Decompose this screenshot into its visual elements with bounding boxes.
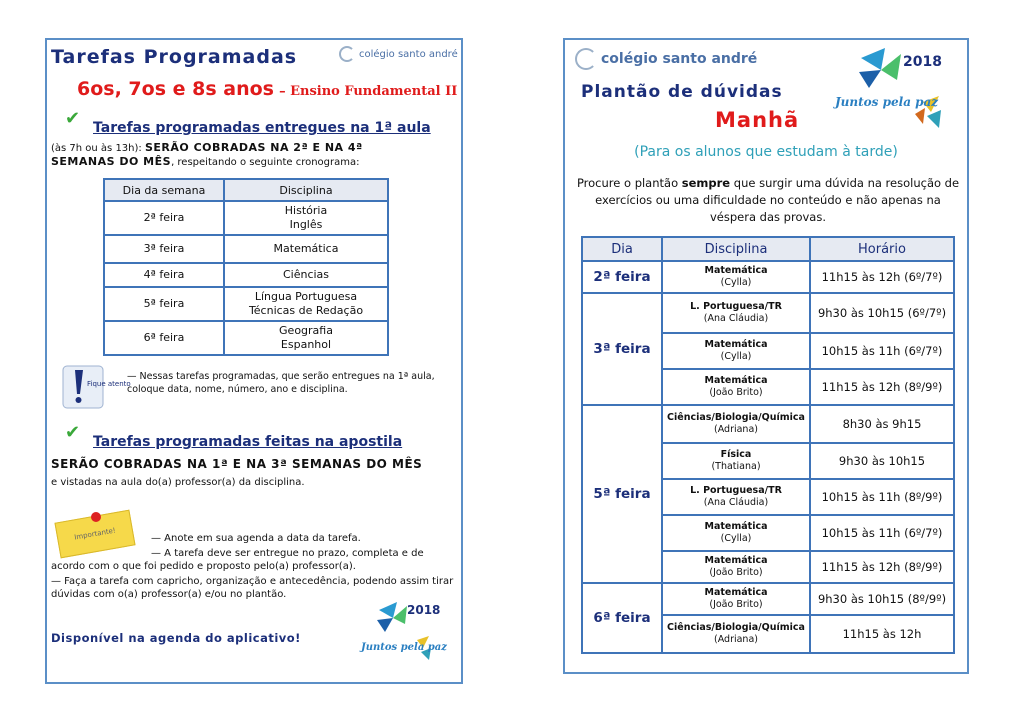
- sticky-text: Importante!: [73, 526, 117, 542]
- teacher-name: (João Brito): [709, 599, 763, 610]
- table-header: Dia: [582, 237, 662, 261]
- time-cell: 8h30 às 9h15: [810, 405, 954, 443]
- section1-heading: Tarefas programadas entregues na 1ª aula: [93, 120, 431, 136]
- table-header: Dia da semana: [104, 179, 224, 201]
- section1-text: [51, 141, 459, 169]
- attention-icon-text: Fique atento: [87, 380, 131, 388]
- weekly-schedule-table: [103, 178, 389, 356]
- subject-cell: [662, 293, 810, 333]
- school-logo-icon: [339, 46, 355, 62]
- table-row: [582, 583, 954, 615]
- time-cell: 10h15 às 11h (8º/9º): [810, 479, 954, 515]
- section1-caps2: SEMANAS DO MÊS: [51, 155, 172, 168]
- right-school-logo: [575, 48, 757, 70]
- bullet-1: — Anote em sua agenda a data da tarefa.: [151, 533, 361, 544]
- subject-name: Ciências/Biologia/Química: [667, 622, 805, 633]
- subject-cell: [662, 333, 810, 369]
- left-school-logo: [339, 46, 458, 62]
- time-cell: 11h15 às 12h: [810, 615, 954, 653]
- teacher-name: (Adriana): [714, 424, 758, 435]
- day-cell: 2ª feira: [104, 201, 224, 235]
- time-cell: 11h15 às 12h (6º/7º): [810, 261, 954, 293]
- subject-cell: [662, 615, 810, 653]
- day-cell: 4ª feira: [104, 263, 224, 287]
- day-cell: 6ª feira: [582, 583, 662, 653]
- subject-name: L. Portuguesa/TR: [690, 301, 782, 312]
- table-row: [104, 321, 388, 355]
- subject-name: L. Portuguesa/TR: [690, 485, 782, 496]
- subtitle-level: – Ensino Fundamental II: [279, 84, 458, 99]
- day-cell: 5ª feira: [104, 287, 224, 321]
- subject-line: Geografia: [279, 324, 333, 337]
- time-cell: 9h30 às 10h15: [810, 443, 954, 479]
- para-bold: sempre: [681, 176, 731, 190]
- footer-note: Disponível na agenda do aplicativo!: [51, 631, 301, 645]
- section1-caps1: SERÃO COBRADAS NA 2ª E NA 4ª: [144, 141, 363, 154]
- teacher-name: (João Brito): [709, 567, 763, 578]
- pin-icon: [91, 512, 101, 522]
- juntos-pela-paz-emblem: [357, 596, 447, 666]
- section1-time: (às 7h ou às 13h):: [51, 143, 142, 154]
- emblem-text: Juntos pela paz: [835, 95, 939, 109]
- table-header: Horário: [810, 237, 954, 261]
- check-icon: ✔: [65, 422, 81, 443]
- subject-cell: [662, 583, 810, 615]
- right-logo-text: colégio santo andré: [601, 51, 758, 67]
- table-row: [582, 405, 954, 443]
- subject-cell: [224, 287, 388, 321]
- school-logo-icon: [575, 48, 597, 70]
- emblem-text: Juntos pela paz: [361, 642, 447, 653]
- subject-cell: [662, 261, 810, 293]
- subject-cell: [662, 551, 810, 583]
- subject-cell: [662, 515, 810, 551]
- teacher-name: (Cylla): [720, 351, 752, 362]
- subject-cell: [224, 321, 388, 355]
- day-cell: 2ª feira: [582, 261, 662, 293]
- teacher-name: (Ana Cláudia): [703, 313, 769, 324]
- time-cell: 9h30 às 10h15 (6º/7º): [810, 293, 954, 333]
- left-subtitle: [77, 78, 457, 100]
- teacher-name: (João Brito): [709, 387, 763, 398]
- subject-name: Matemática: [704, 265, 768, 276]
- table-row: [582, 293, 954, 333]
- subject-line: Língua Portuguesa: [254, 290, 358, 303]
- table-header: Disciplina: [224, 179, 388, 201]
- subject-line: Inglês: [289, 218, 323, 231]
- table-row: [582, 261, 954, 293]
- left-logo-text: colégio santo andré: [359, 48, 458, 60]
- section2-heading: Tarefas programadas feitas na apostila: [93, 434, 403, 450]
- para-pre: Procure o plantão: [576, 176, 682, 190]
- bullet-2: — A tarefa deve ser entregue no prazo, completa e de acordo com o que foi pedido e proposto pelo(a) professor(a).: [51, 548, 424, 572]
- left-flyer-panel: [45, 38, 463, 684]
- day-cell: 5ª feira: [582, 405, 662, 583]
- subject-name: Matemática: [704, 375, 768, 386]
- subject-cell: [662, 369, 810, 405]
- right-subtitle: (Para os alunos que estudam à tarde): [634, 144, 898, 160]
- day-cell: 3ª feira: [104, 235, 224, 263]
- table-row: [104, 201, 388, 235]
- table-header: Disciplina: [662, 237, 810, 261]
- subject-name: Ciências/Biologia/Química: [667, 412, 805, 423]
- right-intro-paragraph: [573, 175, 963, 226]
- table-row: [104, 287, 388, 321]
- subject-name: Matemática: [704, 555, 768, 566]
- subject-name: Matemática: [704, 339, 768, 350]
- teacher-name: (Cylla): [720, 277, 752, 288]
- subject-line: Espanhol: [280, 338, 332, 351]
- time-cell: 11h15 às 12h (8º/9º): [810, 551, 954, 583]
- subject-name: Matemática: [704, 587, 768, 598]
- time-cell: 10h15 às 11h (6º/7º): [810, 515, 954, 551]
- bullet-3: — Faça a tarefa com capricho, organização e antecedência, podendo assim tirar dúvidas com o(a) professor(a) e/ou no plantão.: [51, 576, 454, 600]
- right-period-title: Manhã: [715, 108, 800, 132]
- section1-post: , respeitando o seguinte cronograma:: [171, 157, 360, 168]
- duty-schedule-table: [581, 236, 955, 654]
- note-text: — Nessas tarefas programadas, que serão entregues na 1ª aula, coloque data, nome, número, ano e disciplina.: [127, 371, 435, 395]
- section2-caps: SERÃO COBRADAS NA 1ª E NA 3ª SEMANAS DO MÊS: [51, 457, 423, 471]
- subject-cell: [662, 443, 810, 479]
- subject-cell: [224, 201, 388, 235]
- subject-line: Técnicas de Redação: [248, 304, 364, 317]
- subject-cell: [662, 405, 810, 443]
- time-cell: 10h15 às 11h (6º/7º): [810, 333, 954, 369]
- subject-cell: Ciências: [224, 263, 388, 287]
- day-cell: 3ª feira: [582, 293, 662, 405]
- subject-line: História: [284, 204, 328, 217]
- para-post: que surgir uma dúvida na resolução de exercícios ou uma dificuldade no conteúdo e não apenas na véspera das provas.: [595, 176, 960, 224]
- section2-text: e vistadas na aula do(a) professor(a) da disciplina.: [51, 477, 305, 488]
- subject-name: Matemática: [704, 521, 768, 532]
- subtitle-grades: 6os, 7os e 8s anos: [77, 78, 274, 100]
- emblem-year: 2018: [407, 603, 441, 617]
- subject-name: Física: [720, 449, 752, 460]
- left-title: Tarefas Programadas: [51, 46, 298, 68]
- subject-cell: [662, 479, 810, 515]
- teacher-name: (Thatiana): [711, 461, 761, 472]
- table-row: [104, 263, 388, 287]
- emblem-year: 2018: [903, 54, 942, 70]
- right-flyer-panel: [563, 38, 969, 674]
- right-title: Plantão de dúvidas: [581, 82, 783, 102]
- time-cell: 11h15 às 12h (8º/9º): [810, 369, 954, 405]
- check-icon: ✔: [65, 108, 81, 129]
- attention-icon: [61, 362, 131, 412]
- teacher-name: (Cylla): [720, 533, 752, 544]
- day-cell: 6ª feira: [104, 321, 224, 355]
- time-cell: 9h30 às 10h15 (8º/9º): [810, 583, 954, 615]
- teacher-name: (Adriana): [714, 634, 758, 645]
- table-row: [104, 235, 388, 263]
- teacher-name: (Ana Cláudia): [703, 497, 769, 508]
- juntos-pela-paz-emblem: [831, 44, 951, 134]
- subject-cell: Matemática: [224, 235, 388, 263]
